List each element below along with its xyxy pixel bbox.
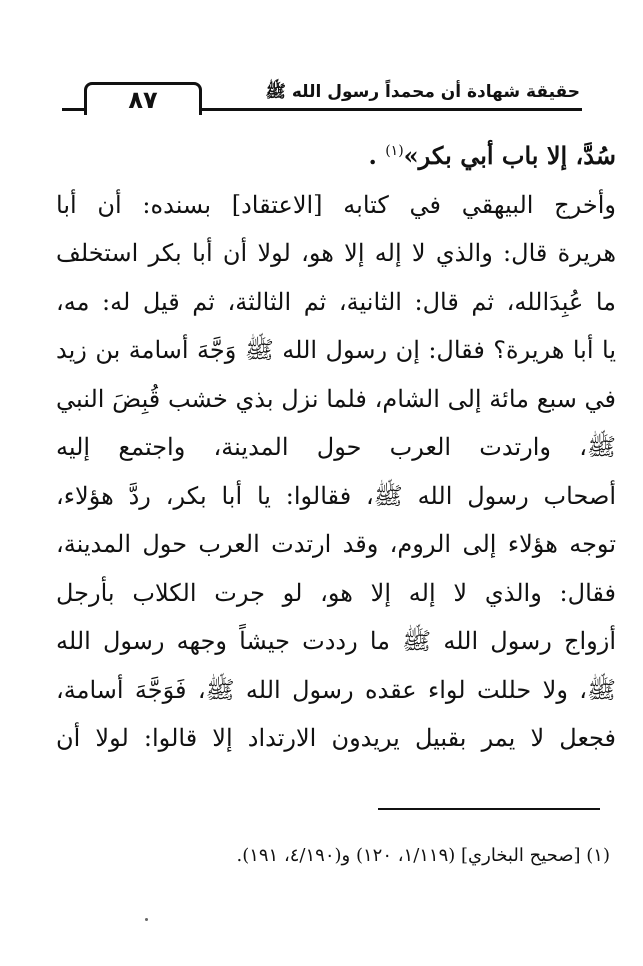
text-line: هريرة قال: والذي لا إله إلا هو، لولا أن أبا بكر استخلف — [56, 239, 616, 267]
text-line: في سبع مائة إلى الشام، فلما نزل بذي خشب قُبِضَ النبي — [56, 384, 616, 413]
text-line-end: . — [368, 141, 377, 170]
footnote: (١) [صحيح البخاري] (١/١١٩، ١٢٠) و(٤/١٩٠، ١٩١). — [236, 845, 610, 866]
page-header — [62, 78, 582, 118]
text-line: أزواج رسول الله ﷺ ما رددت جيشاً وجهه رسول الله — [56, 627, 616, 655]
text-line: ما عُبِدَالله، ثم قال: الثانية، ثم الثالثة، ثم قيل له: مه، — [56, 287, 616, 316]
text-line: ﷺ، ولا حللت لواء عقده رسول الله ﷺ، فَوَجَّهَ أسامة، — [56, 675, 616, 704]
text-line: يا أبا هريرة؟ فقال: إن رسول الله ﷺ وَجَّهَ أسامة بن زيد — [56, 336, 616, 364]
main-text — [56, 132, 616, 763]
footnote-separator — [378, 808, 600, 810]
text-line: أصحاب رسول الله ﷺ، فقالوا: يا أبا بكر، ردَّ هؤلاء، — [56, 481, 616, 510]
speck — [145, 918, 148, 921]
text-line: فجعل لا يمر بقبيل يريدون الارتداد إلا قالوا: لولا أن — [56, 724, 616, 752]
running-title: حقيقة شهادة أن محمداً رسول الله ﷺ — [265, 82, 580, 102]
page-number: ٨٧ — [84, 82, 202, 115]
text-line-content: سُدَّ، إلا باب أبي بكر» — [403, 141, 616, 170]
footnote-reference: (١) — [385, 143, 404, 159]
text-line: توجه هؤلاء إلى الروم، وقد ارتدت العرب حول المدينة، — [56, 530, 616, 558]
text-line — [56, 132, 616, 181]
text-line: فقال: والذي لا إله إلا هو، لو جرت الكلاب بأرجل — [56, 578, 616, 607]
text-line: ﷺ، وارتدت العرب حول المدينة، واجتمع إليه — [56, 433, 616, 461]
text-line: وأخرج البيهقي في كتابه [الاعتقاد] بسنده: أن أبا — [56, 190, 616, 219]
